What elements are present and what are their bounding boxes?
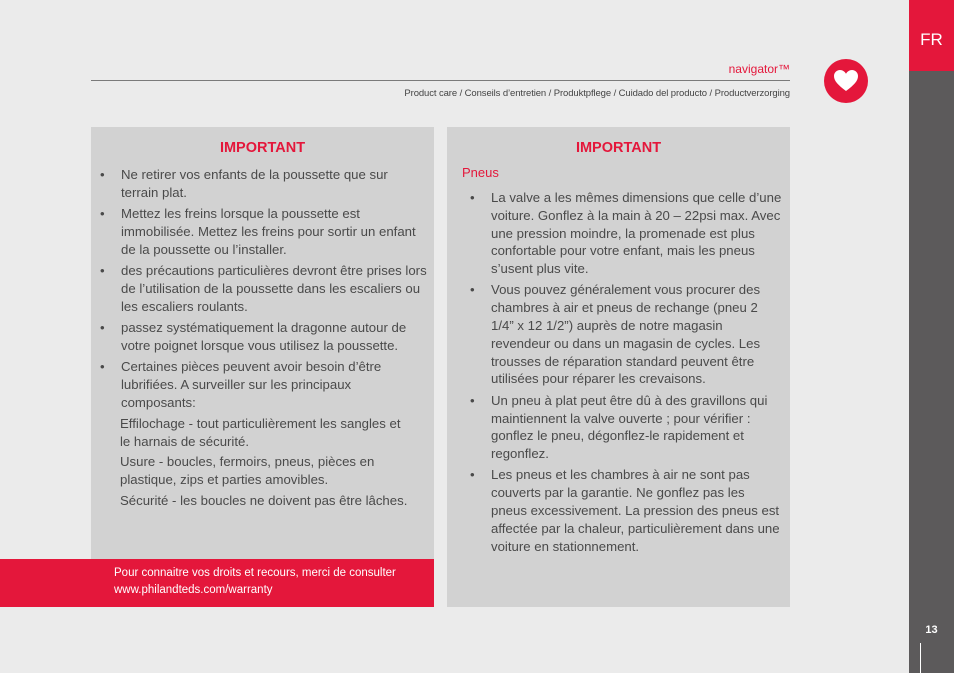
breadcrumb: Product care / Conseils d’entretien / Produktpflege / Cuidado del producto / Productverzorging: [404, 88, 790, 99]
list-item: • passez systématiquement la dragonne autour de votre poignet lorsque vous utilisez la poussette.: [121, 319, 428, 355]
important-panel-left: [91, 127, 434, 559]
tyre-list: [491, 189, 782, 555]
safety-list: [121, 166, 428, 411]
list-item: • Un pneu à plat peut être dû à des gravillons qui maintiennent la valve ouverte ; pour vérifier : gonflez le pneu, dégonflez-le rapidement et regonflez.: [491, 392, 782, 463]
list-item: • Vous pouvez généralement vous procurer des chambres à air et pneus de rechange (pneu 2 1/4” x 12 1/2”) auprès de notre magasin revendeur ou dans un magasin de cycles. Les trousses de réparation standard peuvent être utilisées pour réparer les crevaisons.: [491, 281, 782, 388]
heart-icon: [833, 68, 859, 94]
panel-subtitle: Pneus: [462, 165, 499, 180]
maintenance-note: Usure - boucles, fermoirs, pneus, pièces en plastique, zips et parties amovibles.: [120, 454, 375, 488]
maintenance-note: Effilochage - tout particulièrement les sangles et le harnais de sécurité.: [120, 415, 401, 449]
list-item: • La valve a les mêmes dimensions que celle d’une voiture. Gonflez à la main à 20 – 22psi max. Avec une pression moindre, la promenade est plus confortable pour votre enfant, mais les pneus s’usent plus vite.: [491, 189, 782, 278]
warranty-banner: [0, 559, 434, 607]
brand-logo: [824, 59, 868, 103]
maintenance-note: Sécurité - les boucles ne doivent pas être lâches.: [120, 493, 408, 509]
list-item: • des précautions particulières devront être prises lors de l’utilisation de la poussette dans les escaliers ou les escaliers roulants.: [121, 262, 428, 315]
product-name: navigator™: [728, 62, 790, 76]
page-number: 13: [925, 624, 938, 636]
warranty-link[interactable]: www.philandteds.com/warranty: [114, 584, 273, 596]
list-item: • Mettez les freins lorsque la poussette est immobilisée. Mettez les freins pour sortir un enfant de la poussette ou l’installer.: [121, 205, 428, 258]
warranty-text: Pour connaitre vos droits et recours, merci de consulter: [114, 567, 396, 579]
list-item: • Les pneus et les chambres à air ne sont pas couverts par la garantie. Ne gonflez pas les pneus excessivement. La pression des pneus est affectée par la chaleur, particulièrement dans une voiture en stationnement.: [491, 466, 782, 555]
page-number-line: [920, 643, 921, 673]
panel-title: IMPORTANT: [575, 140, 662, 156]
language-tab[interactable]: FR: [909, 0, 954, 71]
panel-title: IMPORTANT: [219, 140, 306, 156]
important-panel-right: [447, 127, 790, 607]
header-rule: [91, 80, 790, 81]
list-item: • Ne retirer vos enfants de la poussette que sur terrain plat.: [121, 166, 428, 202]
list-item: • Certaines pièces peuvent avoir besoin d’être lubrifiées. A surveiller sur les principaux composants:: [121, 358, 428, 411]
sidebar-strip: [909, 0, 954, 673]
